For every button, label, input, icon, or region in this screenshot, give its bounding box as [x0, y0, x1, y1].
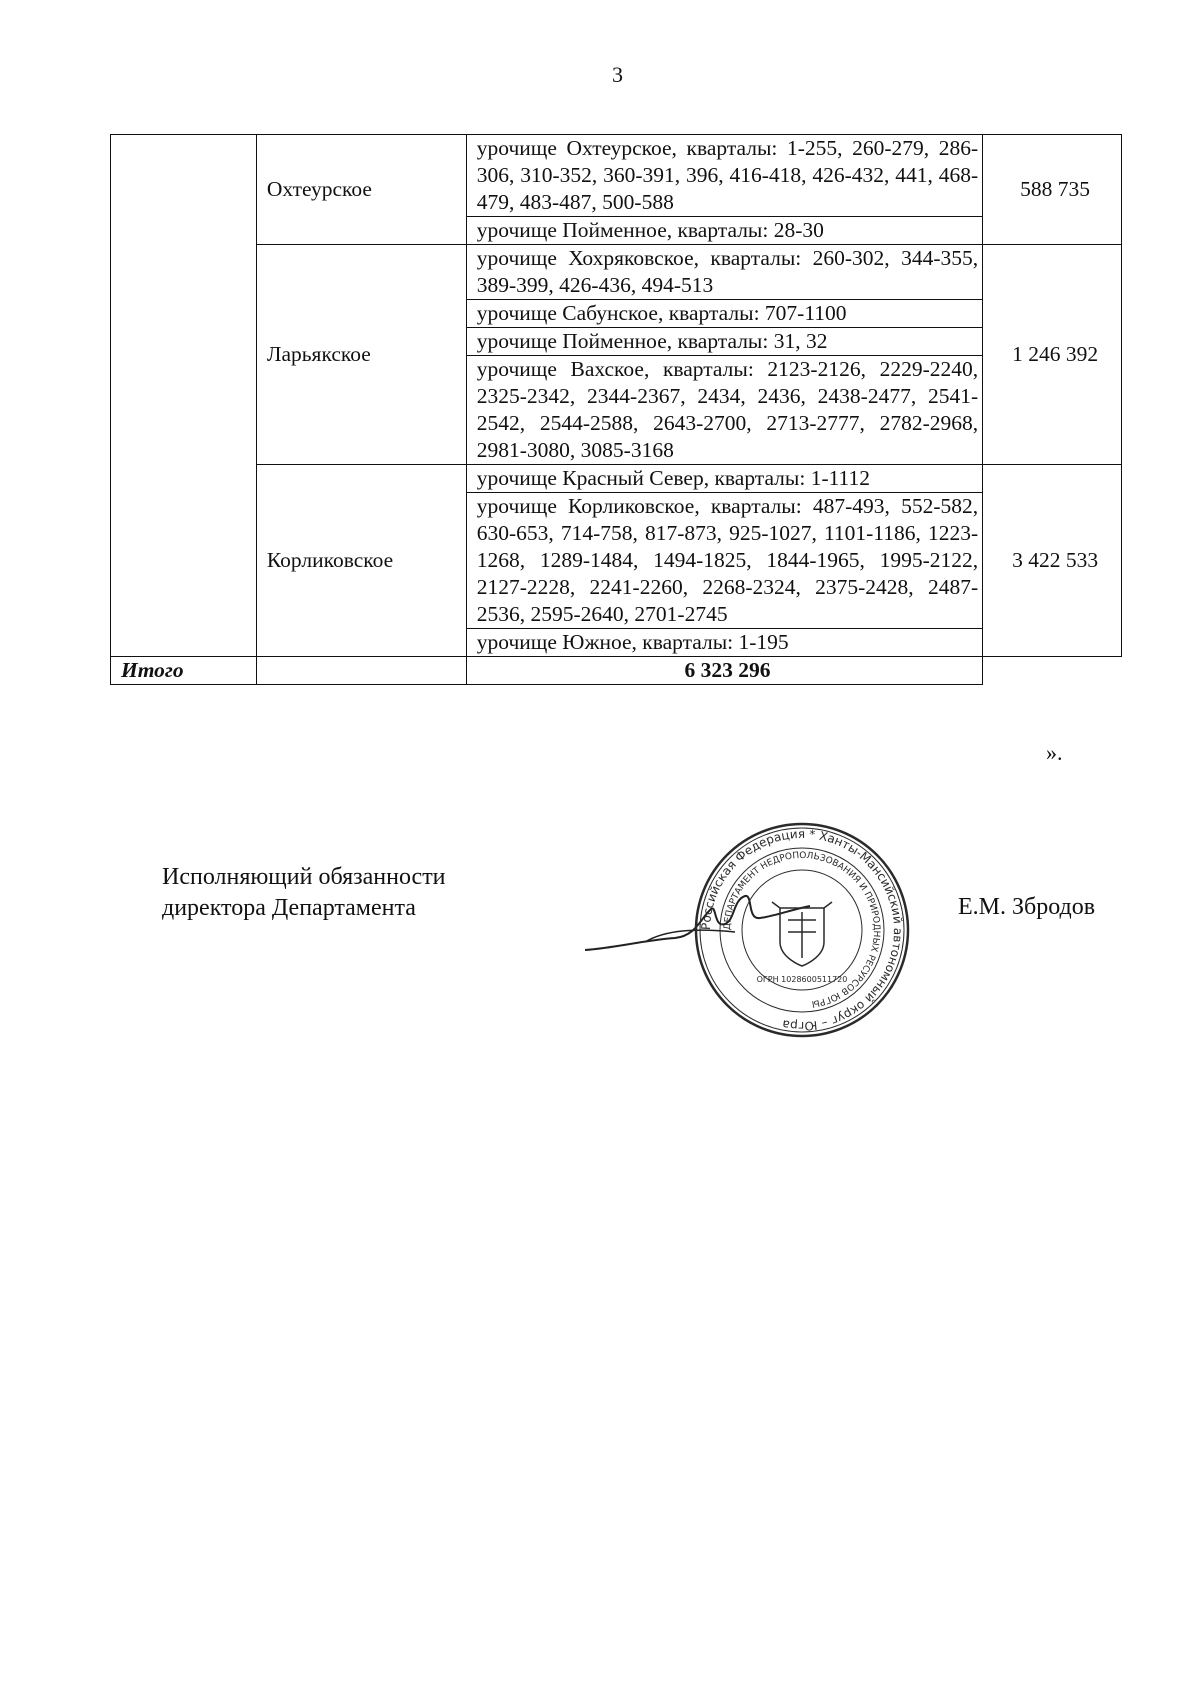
table-row: [111, 245, 1122, 300]
tract-cell: урочище Пойменное, кварталы: 31, 32: [466, 328, 982, 356]
district-name-cell: Ларьякское: [256, 245, 466, 465]
page-number: 3: [612, 62, 623, 87]
table-row: [111, 465, 1122, 493]
tract-cell: урочище Красный Север, кварталы: 1-1112: [466, 465, 982, 493]
area-cell: 588 735: [983, 135, 1122, 245]
area-cell: 3 422 533: [983, 465, 1122, 657]
tract-cell: урочище Охтеурское, кварталы: 1-255, 260-279, 286-306, 310-352, 360-391, 396, 416-418, 426-432, 441, 468-479, 483-487, 500-588: [466, 135, 982, 217]
closing-quote: ».: [1046, 740, 1063, 765]
signer-name: Е.М. Збродов: [958, 894, 1096, 920]
coat-of-arms-emblem: [772, 902, 832, 966]
seal-ogrn: ОГРН 1028600511720: [756, 975, 848, 984]
total-label: Итого: [111, 657, 257, 685]
total-empty-cell: [256, 657, 466, 685]
seal-outer-text: Российская Федерация * Ханты-Мансийский автономный округ – Югра: [698, 826, 906, 1034]
area-cell: 1 246 392: [983, 245, 1122, 465]
tract-cell: урочище Пойменное, кварталы: 28-30: [466, 217, 982, 245]
signatory-position: [162, 862, 446, 924]
tract-cell: урочище Сабунское, кварталы: 707-1100: [466, 300, 982, 328]
district-name-cell: Охтеурское: [256, 135, 466, 245]
official-seal: [692, 820, 912, 1040]
total-value: 6 323 296: [466, 657, 982, 685]
district-name-cell: Корликовское: [256, 465, 466, 657]
table-row: [111, 135, 1122, 217]
tract-cell: урочище Корликовское, кварталы: 487-493, 552-582, 630-653, 714-758, 817-873, 925-1027, 1101-1186, 1223-1268, 1289-1484, 1494-1825, 1844-1965, 1995-2122, 2127-2228, 2241-2260, 2268-2324, 2375-2428, 2487-2536, 2595-2640, 2701-2745: [466, 493, 982, 629]
total-row: [111, 657, 1122, 685]
position-line-2: директора Департамента: [162, 895, 416, 921]
tract-cell: урочище Вахское, кварталы: 2123-2126, 2229-2240, 2325-2342, 2344-2367, 2434, 2436, 2438-2477, 2541-2542, 2544-2588, 2643-2700, 2713-2777, 2782-2968, 2981-3080, 3085-3168: [466, 356, 982, 465]
position-line-1: Исполняющий обязанности: [162, 864, 446, 890]
seal-inner-text: ДЕПАРТАМЕНТ НЕДРОПОЛЬЗОВАНИЯ И ПРИРОДНЫХ РЕСУРСОВ ЮГРЫ: [722, 850, 882, 1009]
forest-districts-table: [110, 134, 1122, 685]
tract-cell: урочище Южное, кварталы: 1-195: [466, 629, 982, 657]
tract-cell: урочище Хохряковское, кварталы: 260-302, 344-355, 389-399, 426-436, 494-513: [466, 245, 982, 300]
blank-first-column-cell: [111, 135, 257, 657]
